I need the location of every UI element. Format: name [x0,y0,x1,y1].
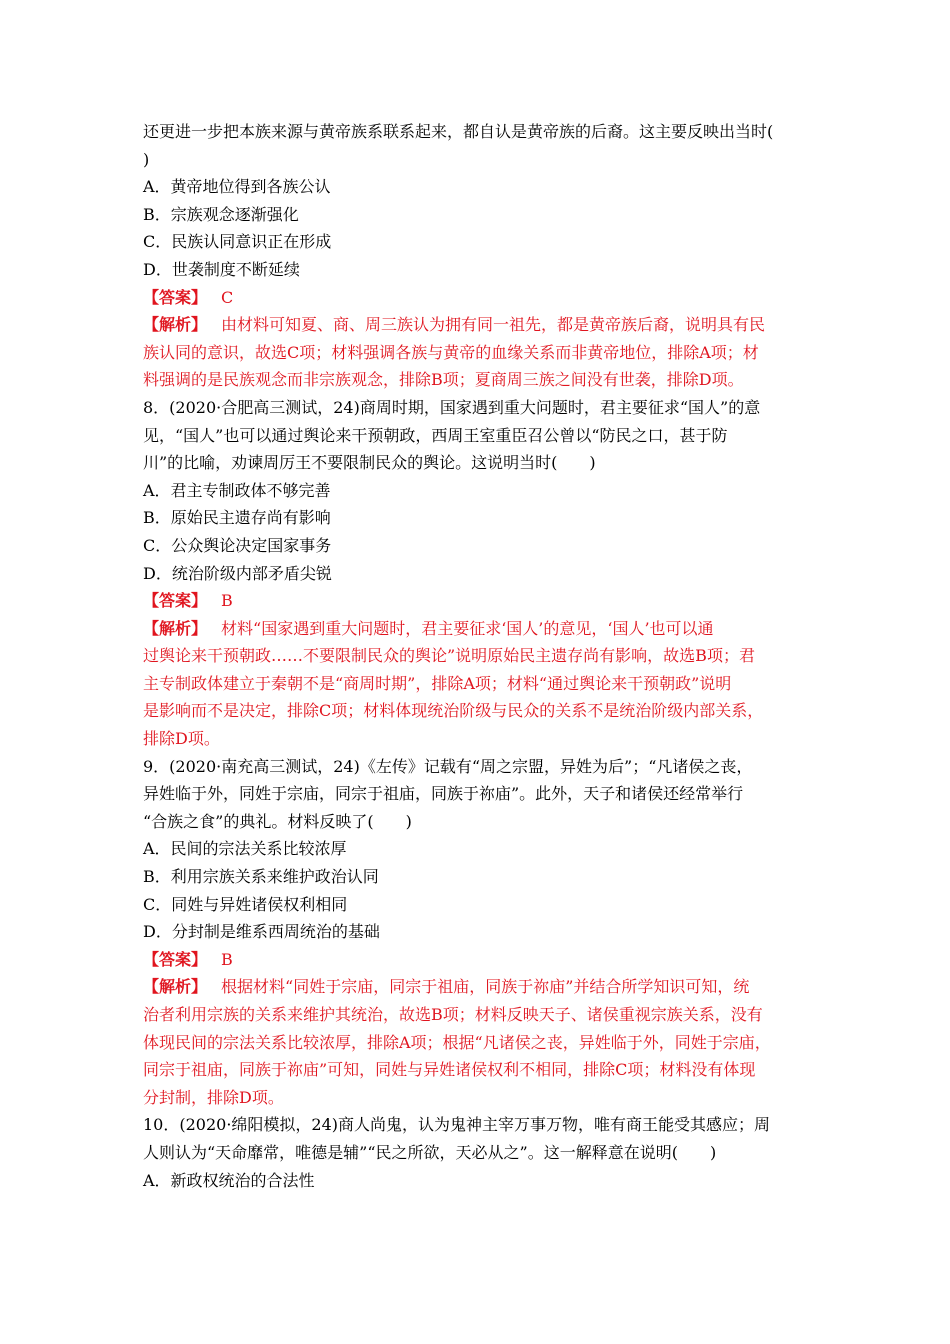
option-c: C．民族认同意识正在形成 [143,232,332,252]
analysis-line: 分封制，排除D项。 [143,1087,284,1107]
option-a: A．黄帝地位得到各族公认 [143,177,331,197]
analysis-line: 体现民间的宗法关系比较浓厚，排除A项；根据“凡诸侯之丧，异姓临于外，同姓于宗庙， [143,1032,771,1052]
option-a: A．新政权统治的合法性 [143,1170,315,1190]
question-stem-line: 10．(2020·绵阳模拟，24)商人尚鬼，认为鬼神主宰万事万物，唯有商王能受其感应；周 [143,1115,771,1135]
analysis-tag: 【解析】 [143,315,208,335]
analysis-line: 是影响而不是决定，排除C项；材料体现统治阶级与民众的关系不是统治阶级内部关系， [143,701,764,721]
option-d: D．统治阶级内部矛盾尖锐 [143,563,332,583]
question-stem-line: 见，“国人”也可以通过舆论来干预朝政，西周王室重臣召公曾以“防民之口，甚于防 [143,425,728,445]
analysis-line: 过舆论来干预朝政……不要限制民众的舆论”说明原始民主遗存尚有影响，故选B项；君 [143,646,755,666]
question-stem-line: ) [143,149,150,169]
analysis-line [143,311,813,339]
analysis-text: 根据材料“同姓于宗庙，同宗于祖庙，同族于祢庙”并结合所学知识可知，统 [221,977,750,997]
answer-value: B [221,591,233,611]
analysis-text: 材料“国家遇到重大问题时，君主要征求‘国人’的意见，‘国人’也可以通 [221,618,714,638]
answer-line [143,946,813,974]
analysis-line: 族认同的意识，故选C项；材料强调各族与黄帝的血缘关系而非黄帝地位，排除A项；材 [143,342,759,362]
option-d: D．分封制是维系西周统治的基础 [143,922,380,942]
analysis-line: 主专制政体建立于秦朝不是“商周时期”，排除A项；材料“通过舆论来干预朝政”说明 [143,673,732,693]
answer-line [143,587,813,615]
analysis-line: 料强调的是民族观念而非宗族观念，排除B项；夏商周三族之间没有世袭，排除D项。 [143,370,744,390]
analysis-tag: 【解析】 [143,618,208,638]
answer-line [143,284,813,312]
option-b: B．利用宗族关系来维护政治认同 [143,867,379,887]
analysis-line: 治者利用宗族的关系来维护其统治，故选B项；材料反映天子、诸侯重视宗族关系，没有 [143,1005,763,1024]
analysis-line: 同宗于祖庙，同族于祢庙”可知，同姓与异姓诸侯权利不相同，排除C项；材料没有体现 [143,1060,756,1080]
option-b: B．宗族观念逐渐强化 [143,204,299,224]
analysis-line [143,973,813,1001]
question-stem-line: 异姓临于外，同姓于宗庙，同宗于祖庙，同族于祢庙”。此外，天子和诸侯还经常举行 [143,784,744,804]
answer-tag: 【答案】 [143,287,208,307]
option-b: B．原始民主遗存尚有影响 [143,508,331,528]
option-d: D．世袭制度不断延续 [143,259,300,279]
answer-value: B [221,949,233,969]
option-a: A．民间的宗法关系比较浓厚 [143,839,347,859]
document-page [143,118,813,1194]
option-a: A．君主专制政体不够完善 [143,480,331,500]
answer-tag: 【答案】 [143,591,208,611]
question-stem-line: 川”的比喻，劝谏周厉王不要限制民众的舆论。这说明当时( ) [143,453,596,473]
analysis-tag: 【解析】 [143,977,208,997]
question-stem-line: 人则认为“天命靡常，唯德是辅”“民之所欲，天必从之”。这一解释意在说明( ) [143,1142,717,1162]
analysis-line [143,615,813,643]
question-stem-line: 9．(2020·南充高三测试，24)《左传》记载有“周之宗盟，异姓为后”；“凡诸侯之丧， [143,756,753,776]
option-c: C．公众舆论决定国家事务 [143,535,332,555]
option-c: C．同姓与异姓诸侯权利相同 [143,894,348,914]
analysis-text: 由材料可知夏、商、周三族认为拥有同一祖先，都是黄帝族后裔，说明具有民 [221,315,766,335]
question-stem-line: 还更进一步把本族来源与黄帝族系联系起来，都自认是黄帝族的后裔。这主要反映出当时( [143,122,774,141]
answer-tag: 【答案】 [143,949,208,969]
analysis-line: 排除D项。 [143,729,220,749]
question-stem-line: 8．(2020·合肥高三测试，24)商周时期，国家遇到重大问题时，君主要征求“国人”的意 [143,397,761,417]
answer-value: C [221,287,234,307]
question-stem-line: “合族之食”的典礼。材料反映了( ) [143,811,412,831]
